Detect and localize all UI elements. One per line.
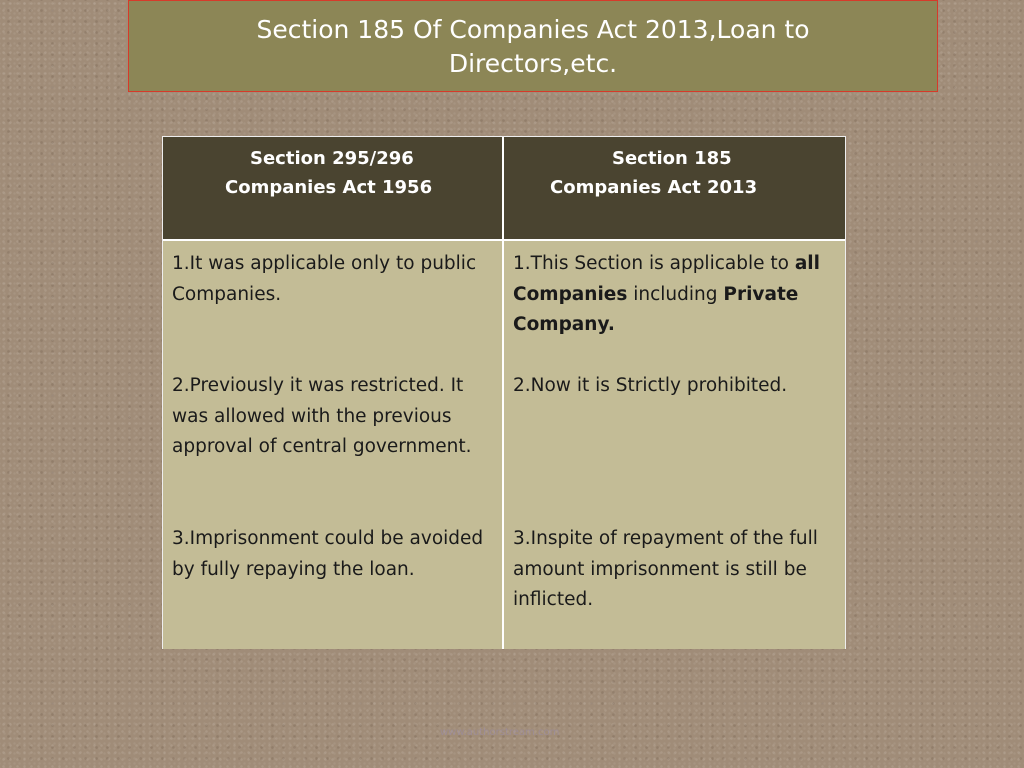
header-cell-2013 [504, 137, 845, 239]
right-point-2: 2.Now it is Strictly prohibited. [513, 375, 788, 396]
header-2013-line2: Companies Act 2013 [550, 177, 758, 198]
emphasis-private-company: Private Company. [513, 283, 799, 335]
header-1956-line1: Section 295/296 [250, 148, 414, 169]
header-2013-line1: Section 185 [612, 148, 732, 169]
body-cell-2013 [504, 241, 845, 649]
emphasis-all-companies: all Companies [513, 253, 820, 305]
watermark: www.authorstream.com [440, 727, 560, 738]
table-header-row [163, 137, 845, 241]
right-point-1: 1.This Section is applicable to all Companies including Private Company. [513, 253, 820, 335]
left-point-3: 3.Imprisonment could be avoided by fully repaying the loan. [172, 528, 484, 580]
left-point-2: 2.Previously it was restricted. It was allowed with the previous approval of central government. [172, 375, 472, 457]
left-point-1: 1.It was applicable only to public Companies. [172, 253, 477, 305]
slide-title: Section 185 Of Companies Act 2013,Loan to Directors,etc. [256, 15, 810, 78]
body-cell-1956 [163, 241, 504, 649]
header-cell-1956 [163, 137, 504, 239]
slide-title-box [128, 0, 938, 92]
right-point-3: 3.Inspite of repayment of the full amount imprisonment is still be inflicted. [513, 528, 818, 610]
table-body-row [163, 241, 845, 649]
header-1956-line2: Companies Act 1956 [225, 177, 433, 198]
comparison-table [162, 136, 846, 649]
